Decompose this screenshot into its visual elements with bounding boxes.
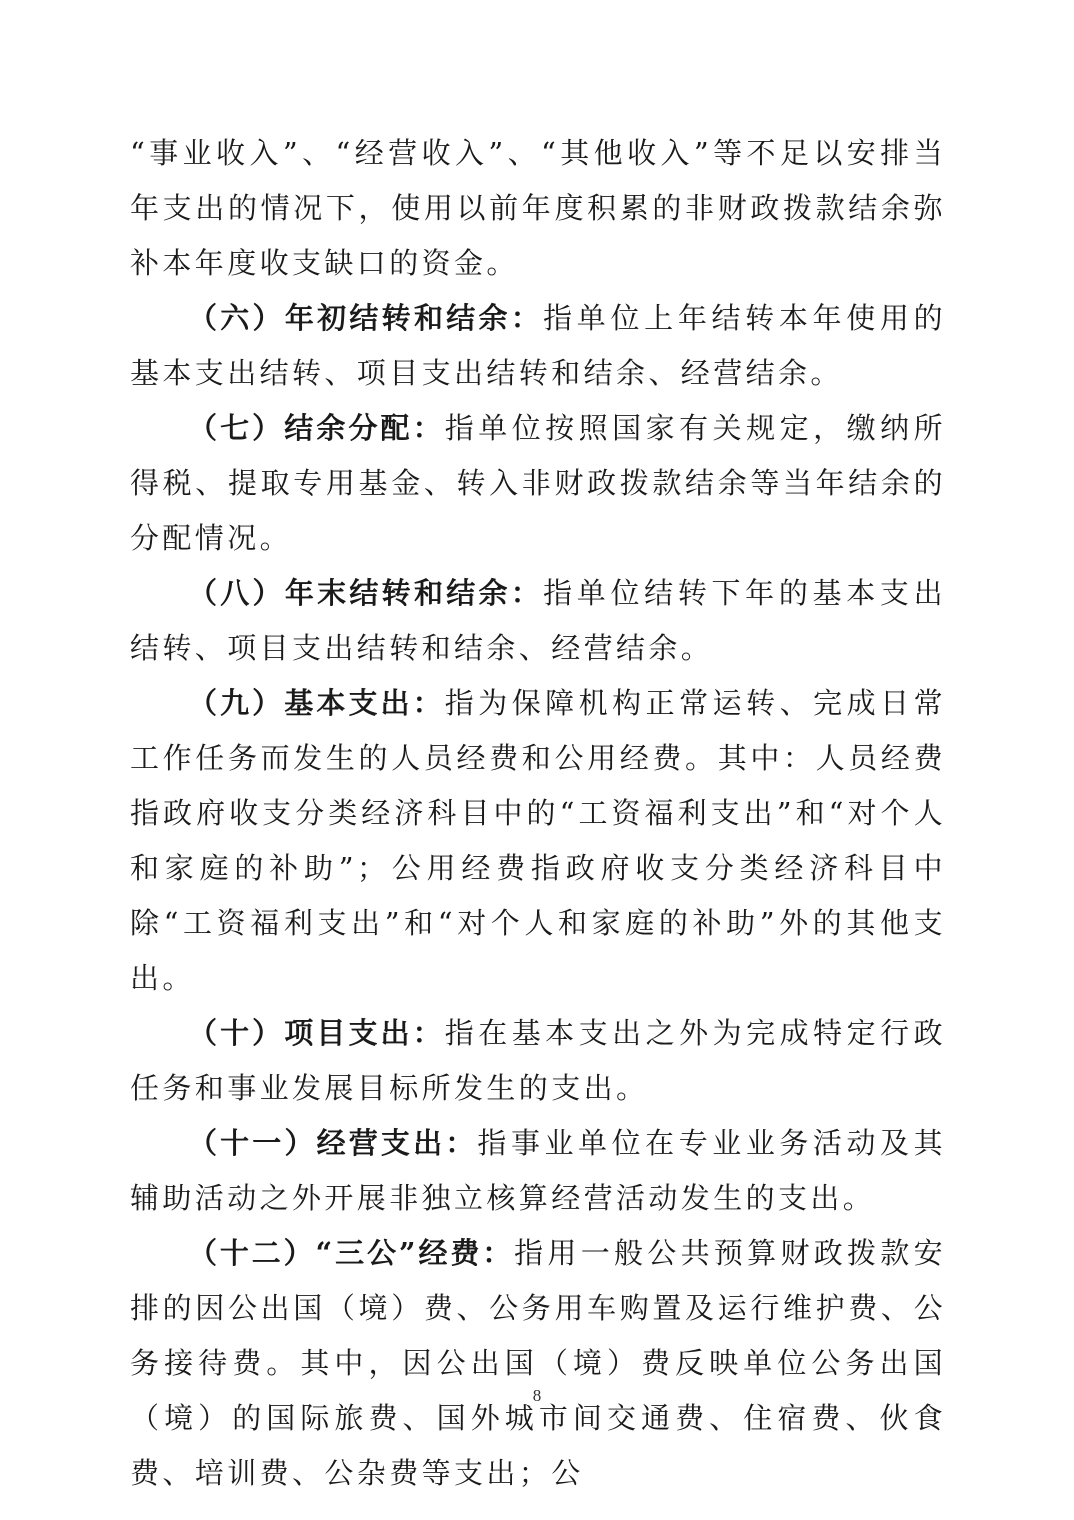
paragraph-text: 指单位结转下年的基本支出结转、项目支出结转和结余、经营结余。 (130, 576, 946, 665)
paragraph-three-public-expenses (130, 1226, 946, 1501)
document-body (130, 126, 946, 1501)
term-heading: （八）年末结转和结余： (188, 576, 544, 610)
term-heading: （十二）“三公”经费： (188, 1236, 515, 1270)
term-heading: （九）基本支出： (188, 686, 445, 720)
paragraph-text: 指为保障机构正常运转、完成日常工作任务而发生的人员经费和公用经费。其中：人员经费指政府收支分类经济科目中的“工资福利支出”和“对个人和家庭的补助”；公用经费指政府收支分类经济科目中除“工资福利支出”和“对个人和家庭的补助”外的其他支出。 (130, 686, 946, 995)
paragraph-operating-expenditure (130, 1116, 946, 1226)
page-number: 8 (532, 1386, 542, 1405)
term-heading: （十）项目支出： (188, 1016, 445, 1050)
paragraph-continuation (130, 126, 946, 291)
term-heading: （十一）经营支出： (188, 1126, 478, 1160)
paragraph-surplus-distribution (130, 401, 946, 566)
paragraph-text: 指事业单位在专业业务活动及其辅助活动之外开展非独立核算经营活动发生的支出。 (130, 1126, 946, 1215)
paragraph-text: “事业收入”、“经营收入”、“其他收入”等不足以安排当年支出的情况下，使用以前年度积累的非财政拨款结余弥补本年度收支缺口的资金。 (130, 136, 946, 280)
paragraph-basic-expenditure (130, 676, 946, 1006)
paragraph-text: 指用一般公共预算财政拨款安排的因公出国（境）费、公务用车购置及运行维护费、公务接待费。其中，因公出国（境）费反映单位公务出国（境）的国际旅费、国外城市间交通费、住宿费、伙食费、培训费、公杂费等支出；公 (130, 1236, 946, 1490)
paragraph-text: 指在基本支出之外为完成特定行政任务和事业发展目标所发生的支出。 (130, 1016, 946, 1105)
paragraph-year-end-carryover (130, 566, 946, 676)
paragraph-text: 指单位上年结转本年使用的基本支出结转、项目支出结转和结余、经营结余。 (130, 301, 946, 390)
paragraph-project-expenditure (130, 1006, 946, 1116)
paragraph-year-start-carryover (130, 291, 946, 401)
paragraph-text: 指单位按照国家有关规定，缴纳所得税、提取专用基金、转入非财政拨款结余等当年结余的分配情况。 (130, 411, 946, 555)
term-heading: （六）年初结转和结余： (188, 301, 544, 335)
term-heading: （七）结余分配： (188, 411, 445, 445)
